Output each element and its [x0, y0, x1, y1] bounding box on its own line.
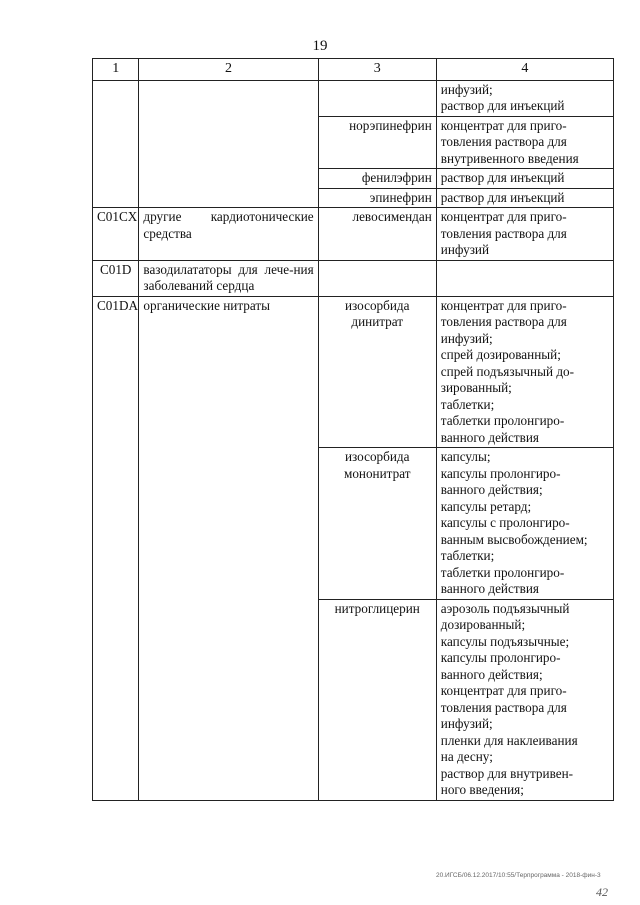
- drug-name-cell: [318, 80, 436, 116]
- form-line: раствор для внутривен-: [440, 765, 574, 781]
- form-line: таблетки пролонгиро-: [440, 413, 565, 428]
- column-header: 2: [139, 59, 318, 81]
- form-line: концентрат для приго-: [440, 209, 567, 224]
- dosage-forms-cell: [436, 116, 613, 169]
- form-line: капсулы пролонгиро-: [440, 650, 561, 665]
- page-number: 19: [312, 38, 328, 54]
- dosage-forms-cell: [436, 448, 613, 600]
- form-line: товления раствора для: [440, 314, 567, 329]
- atc-code-cell: C01D: [93, 260, 139, 296]
- drug-name-cell: изосорбида динитрат: [318, 296, 436, 448]
- form-line: ванного действия: [440, 429, 539, 445]
- dosage-forms-cell: [436, 599, 613, 800]
- table-row: [93, 80, 614, 116]
- drug-name-cell: [318, 260, 436, 296]
- table-row: [93, 208, 614, 261]
- form-line: ванного действия;: [440, 666, 543, 682]
- form-line: инфузий;: [440, 716, 493, 731]
- form-line: раствор для инъекций: [440, 98, 565, 113]
- form-line: спрей подъязычный до-: [440, 363, 575, 379]
- drug-name-cell: норэпинефрин: [318, 116, 436, 169]
- form-line: товления раствора для: [440, 134, 567, 149]
- drug-name-cell: левосимендан: [318, 208, 436, 261]
- form-line: раствор для инъекций: [440, 189, 565, 205]
- handwritten-page-mark: 42: [596, 885, 608, 899]
- group-cell: другие кардиотонические средства: [139, 208, 318, 261]
- form-line: концентрат для приго-: [440, 117, 567, 133]
- dosage-forms-cell: [436, 80, 613, 116]
- table-row: [93, 260, 614, 296]
- form-line: ного введения;: [440, 782, 524, 797]
- group-cell: [139, 80, 318, 208]
- form-line: товления раствора для: [440, 699, 567, 715]
- dosage-forms-cell: [436, 188, 613, 208]
- form-line: зированный;: [440, 380, 512, 395]
- form-line: раствор для инъекций: [440, 170, 565, 185]
- form-line: концентрат для приго-: [440, 297, 567, 313]
- form-line: инфузий;: [440, 330, 493, 346]
- drug-name-cell: фенилэфрин: [318, 169, 436, 189]
- form-line: таблетки;: [440, 396, 495, 412]
- form-line: капсулы с пролонгиро-: [440, 515, 570, 530]
- form-line: пленки для наклеивания: [440, 732, 578, 748]
- form-line: внутривенного введения: [440, 150, 579, 166]
- form-line: ванного действия: [440, 581, 539, 596]
- form-line: инфузий: [440, 242, 490, 257]
- atc-code-cell: [93, 80, 139, 208]
- table-header-row: [93, 59, 614, 81]
- form-line: таблетки;: [440, 548, 495, 563]
- form-line: инфузий;: [440, 81, 493, 97]
- form-line: дозированный;: [440, 617, 526, 632]
- form-line: ванным высвобождением;: [440, 531, 588, 547]
- form-line: спрей дозированный;: [440, 347, 561, 362]
- dosage-forms-cell: [436, 296, 613, 448]
- drug-name-cell: эпинефрин: [318, 188, 436, 208]
- drug-name-cell: изосорбида мононитрат: [318, 448, 436, 600]
- form-line: капсулы пролонгиро-: [440, 465, 561, 481]
- print-stamp: 20.ИГСБ/06.12.2017/10:55/Терпрограмма - 2018-фин-3: [436, 872, 601, 879]
- column-header: 3: [318, 59, 436, 81]
- dosage-forms-cell: [436, 169, 613, 189]
- atc-code-cell: C01DA: [93, 296, 139, 800]
- form-line: таблетки пролонгиро-: [440, 564, 565, 580]
- form-line: концентрат для приго-: [440, 683, 567, 698]
- dosage-forms-cell: [436, 260, 613, 296]
- form-line: ванного действия;: [440, 482, 543, 497]
- form-line: на десну;: [440, 749, 493, 764]
- dosage-forms-cell: [436, 208, 613, 261]
- column-header: 1: [93, 59, 139, 81]
- form-line: капсулы подъязычные;: [440, 633, 570, 649]
- drug-table: [92, 58, 614, 801]
- form-line: товления раствора для: [440, 225, 567, 241]
- group-cell: вазодилататоры для лече-ния заболеваний сердца: [139, 260, 318, 296]
- group-cell: органические нитраты: [139, 296, 318, 800]
- form-line: капсулы ретард;: [440, 498, 532, 514]
- drug-name-cell: нитроглицерин: [318, 599, 436, 800]
- atc-code-cell: C01CX: [93, 208, 139, 261]
- form-line: капсулы;: [440, 449, 491, 464]
- form-line: аэрозоль подъязычный: [440, 600, 570, 616]
- column-header: 4: [436, 59, 613, 81]
- table-row: [93, 296, 614, 448]
